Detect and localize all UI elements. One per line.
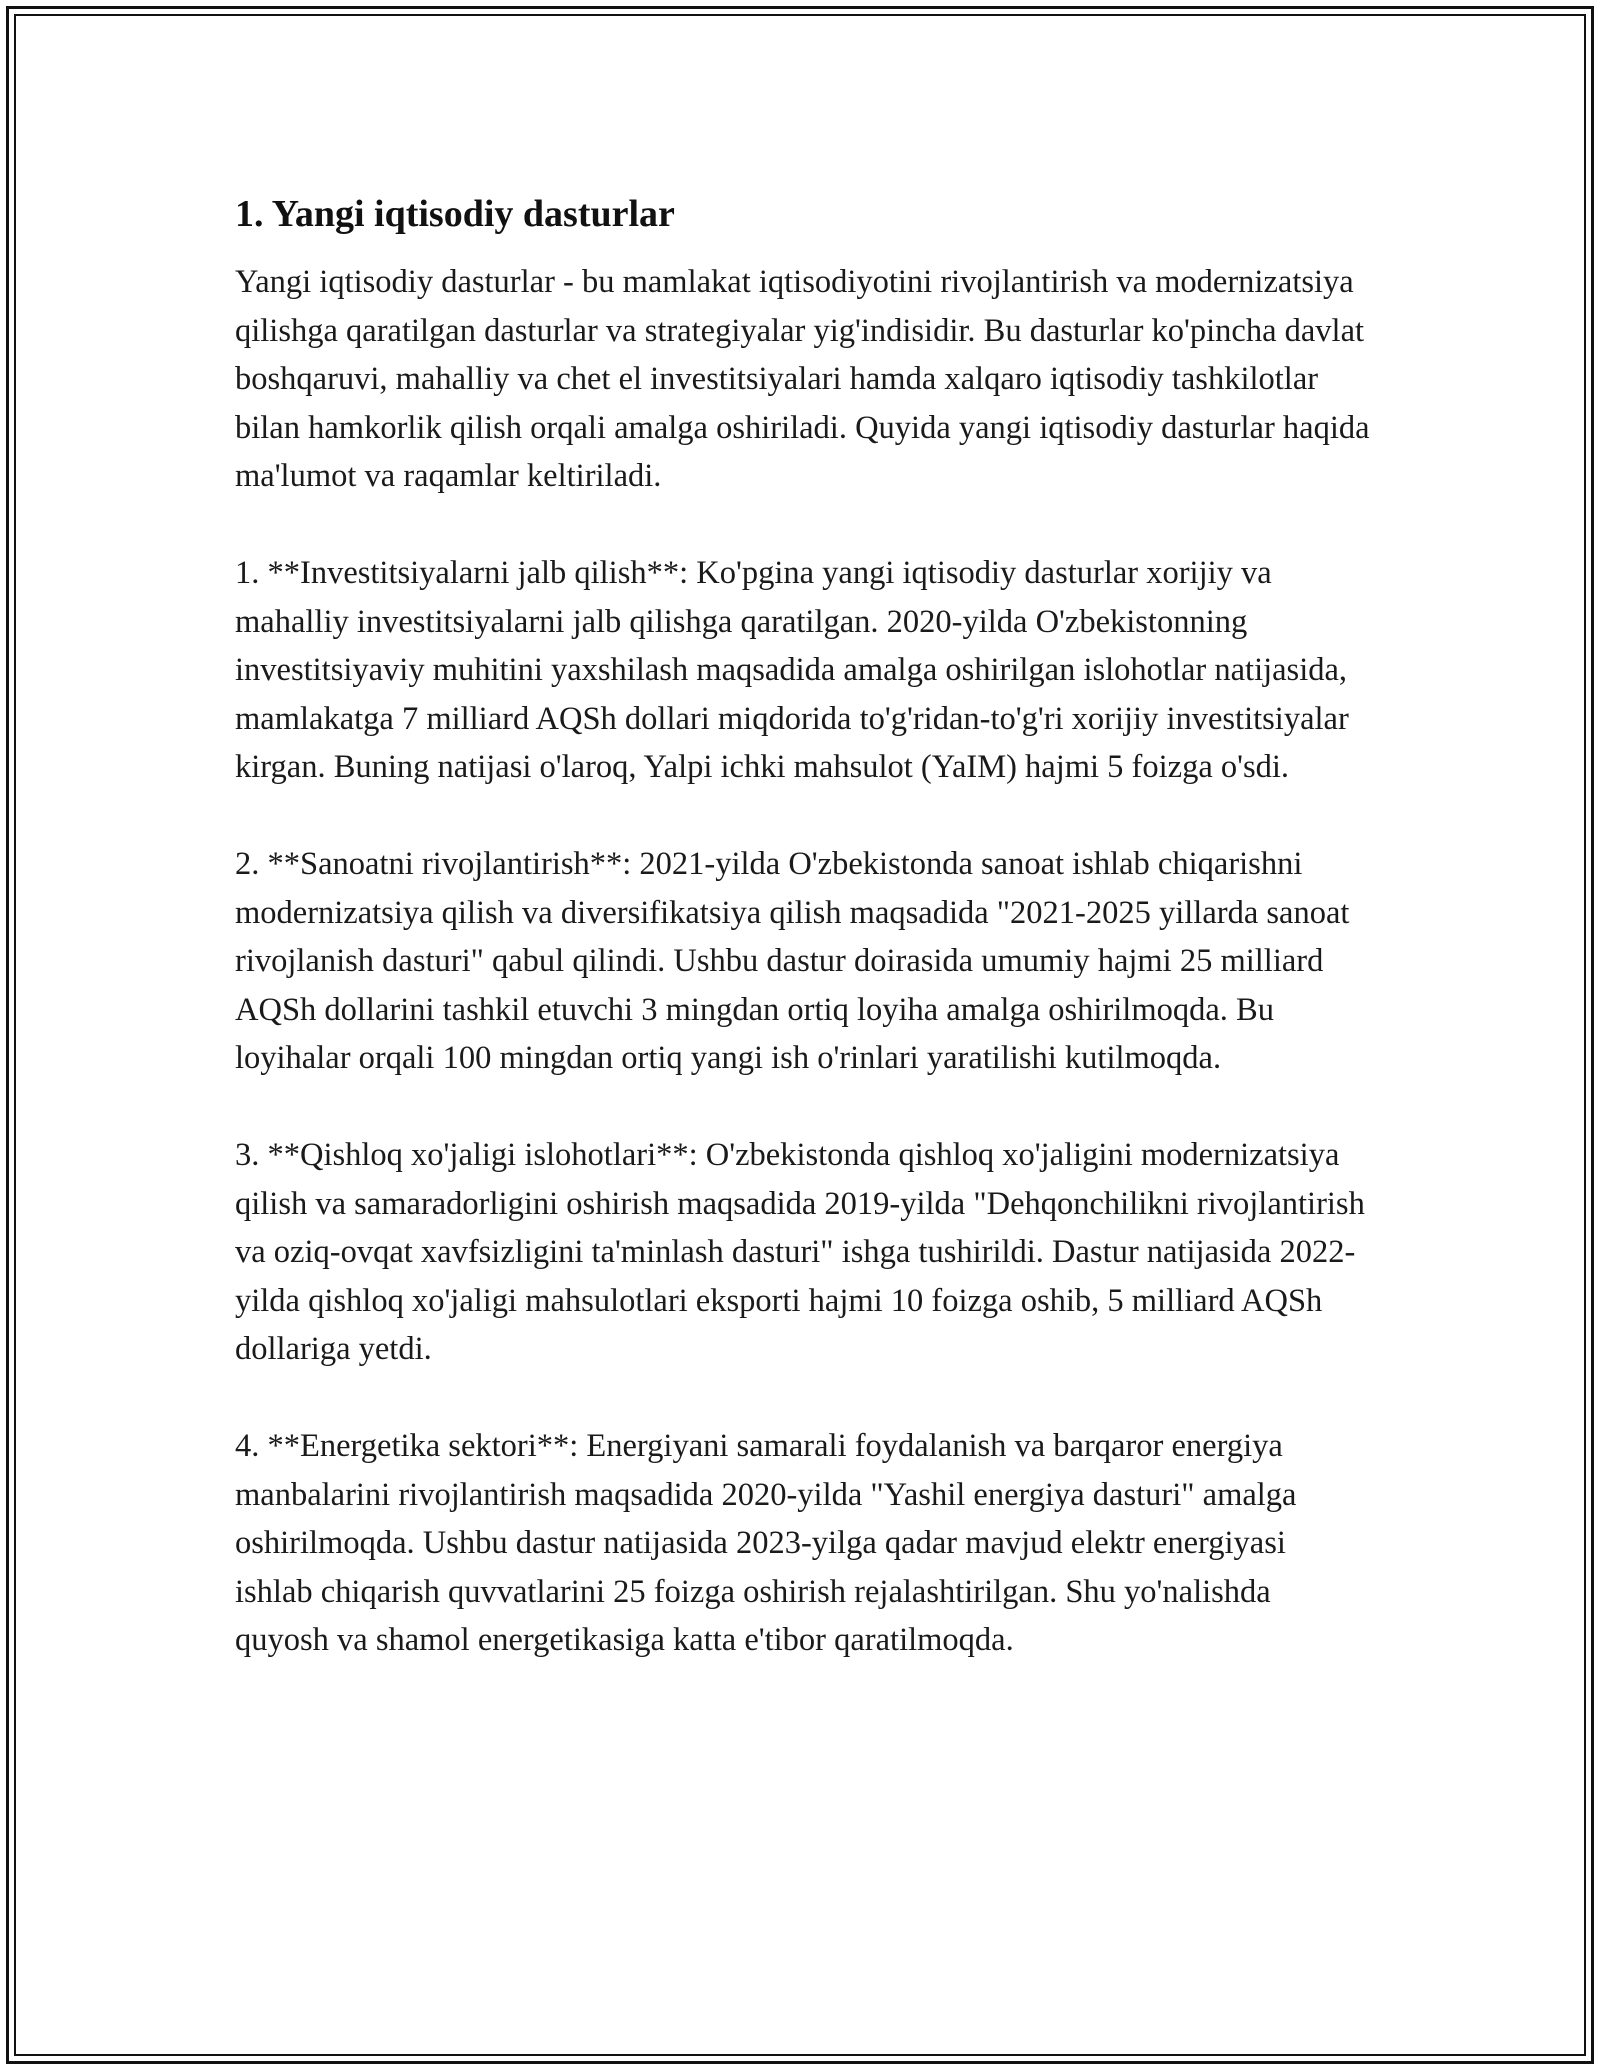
paragraph-energy: 4. **Energetika sektori**: Energiyani samarali foydalanish va barqaror energiya manbalarini rivojlantirish maqsadida 2020-yilda "Yashil energiya dasturi" amalga oshirilmoqda. Ushbu dastur natijasida 2023-yilga qadar mavjud elektr energiyasi ishlab chiqarish quvvatlarini 25 foizga oshirish rejalashtirilgan. Shu yo'nalishda quyosh va shamol energetikasiga katta e'tibor qaratilmoqda. <box>235 1428 1297 1658</box>
paragraph-industry: 2. **Sanoatni rivojlantirish**: 2021-yilda O'zbekistonda sanoat ishlab chiqarishni modernizatsiya qilish va diversifikatsiya qilish maqsadida "2021-2025 yillarda sanoat rivojlanish dasturi" qabul qilindi. Ushbu dastur doirasida umumiy hajmi 25 milliard AQSh dollarini tashkil etuvchi 3 mingdan ortiq loyiha amalga oshirilmoqda. Bu loyihalar orqali 100 mingdan ortiq yangi ish o'rinlari yaratilishi kutilmoqda. <box>235 846 1350 1076</box>
document-body <box>235 188 1370 1713</box>
paragraph-investments: 1. **Investitsiyalarni jalb qilish**: Ko'pgina yangi iqtisodiy dasturlar xorijiy va mahalliy investitsiyalarni jalb qilishga qaratilgan. 2020-yilda O'zbekistonning investitsiyaviy muhitini yaxshilash maqsadida amalga oshirilgan islohotlar natijasida, mamlakatga 7 milliard AQSh dollari miqdorida to'g'ridan-to'g'ri xorijiy investitsiyalar kirgan. Buning natijasi o'laroq, Yalpi ichki mahsulot (YaIM) hajmi 5 foizga o'sdi. <box>235 555 1349 785</box>
paragraph-agriculture: 3. **Qishloq xo'jaligi islohotlari**: O'zbekistonda qishloq xo'jaligini modernizatsiya qilish va samaradorligini oshirish maqsadida 2019-yilda "Dehqonchilikni rivojlantirish va oziq-ovqat xavfsizligini ta'minlash dasturi" ishga tushirildi. Dastur natijasida 2022-yilda qishloq xo'jaligi mahsulotlari eksporti hajmi 10 foizga oshib, 5 milliard AQSh dollariga yetdi. <box>235 1137 1365 1367</box>
intro-paragraph: Yangi iqtisodiy dasturlar - bu mamlakat iqtisodiyotini rivojlantirish va modernizatsiya qilishga qaratilgan dasturlar va strategiyalar yig'indisidir. Bu dasturlar ko'pincha davlat boshqaruvi, mahalliy va chet el investitsiyalari hamda xalqaro iqtisodiy tashkilotlar bilan hamkorlik qilish orqali amalga oshiriladi. Quyida yangi iqtisodiy dasturlar haqida ma'lumot va raqamlar keltiriladi. <box>235 264 1370 494</box>
section-heading: 1. Yangi iqtisodiy dasturlar <box>235 193 675 235</box>
